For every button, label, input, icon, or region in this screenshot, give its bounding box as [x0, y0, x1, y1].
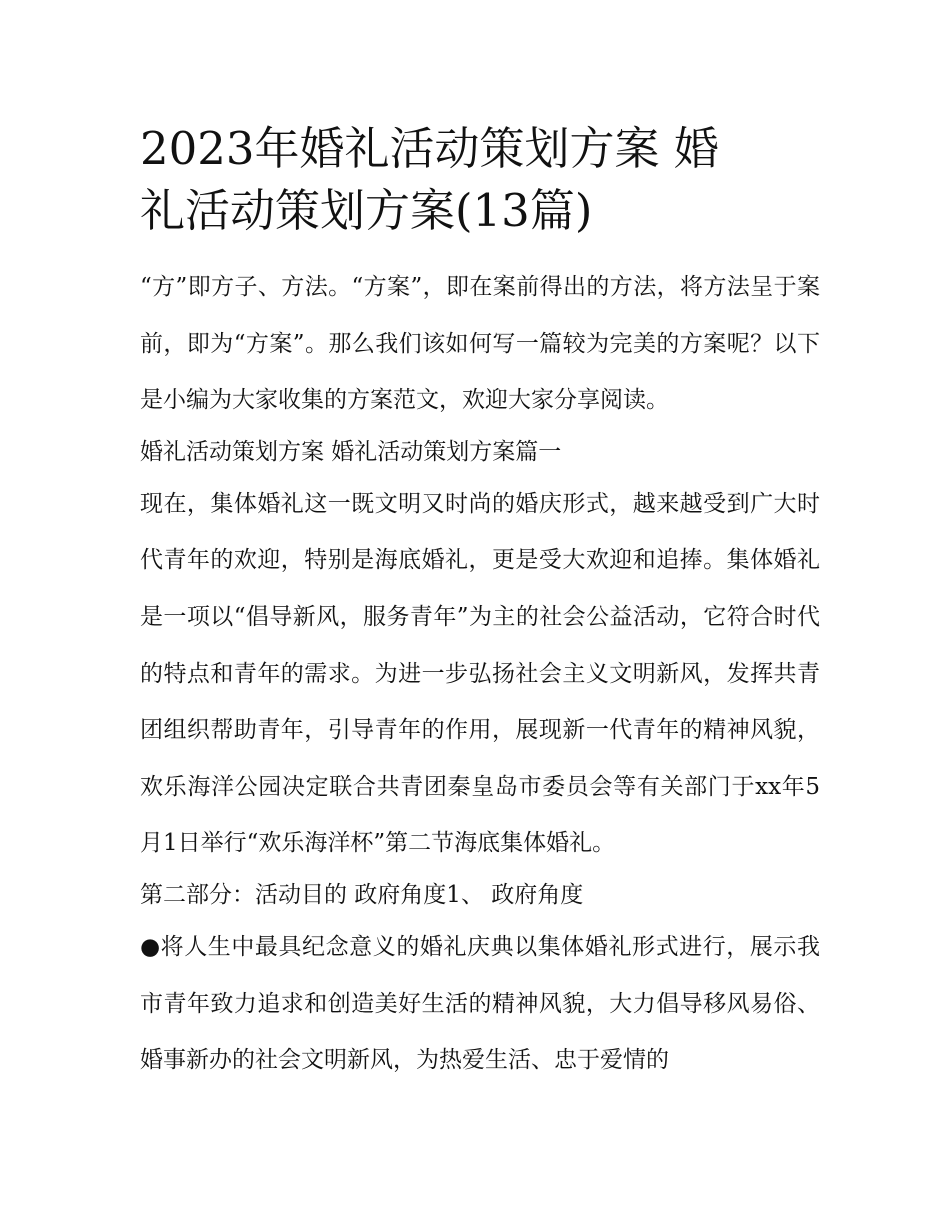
background-paragraph: 现在，集体婚礼这一既文明又时尚的婚庆形式，越来越受到广大时代青年的欢迎，特别是海底婚礼，更是受大欢迎和追捧。集体婚礼是一项以“倡导新风，服务青年”为主的社会公益活动，它符合时代的特点和青年的需求。为进一步弘扬社会主义文明新风，发挥共青团组织帮助青年，引导青年的作用，展现新一代青年的精神风貌，欢乐海洋公园决定联合共青团秦皇岛市委员会等有关部门于xx年5月1日举行“欢乐海洋杯”第二节海底集体婚礼。: [140, 490, 820, 857]
document-page: [140, 118, 820, 1089]
section-heading-1: 婚礼活动策划方案 婚礼活动策划方案篇一: [140, 438, 562, 465]
document-title: [140, 118, 820, 242]
section-heading-2: 第二部分：活动目的 政府角度1、 政府角度: [140, 881, 584, 908]
purpose-paragraph: ●将人生中最具纪念意义的婚礼庆典以集体婚礼形式进行，展示我市青年致力追求和创造美好生活的精神风貌，大力倡导移风易俗、婚事新办的社会文明新风，为热爱生活、忠于爱情的: [140, 933, 820, 1074]
document-body: [140, 259, 820, 1089]
title-line-2: 礼活动策划方案(13篇): [140, 184, 593, 237]
title-line-1: 2023年婚礼活动策划方案 婚: [140, 122, 719, 175]
intro-paragraph: “方”即方子、方法。“方案”，即在案前得出的方法，将方法呈于案前，即为“方案”。那么我们该如何写一篇较为完美的方案呢？以下是小编为大家收集的方案范文，欢迎大家分享阅读。: [140, 274, 820, 414]
